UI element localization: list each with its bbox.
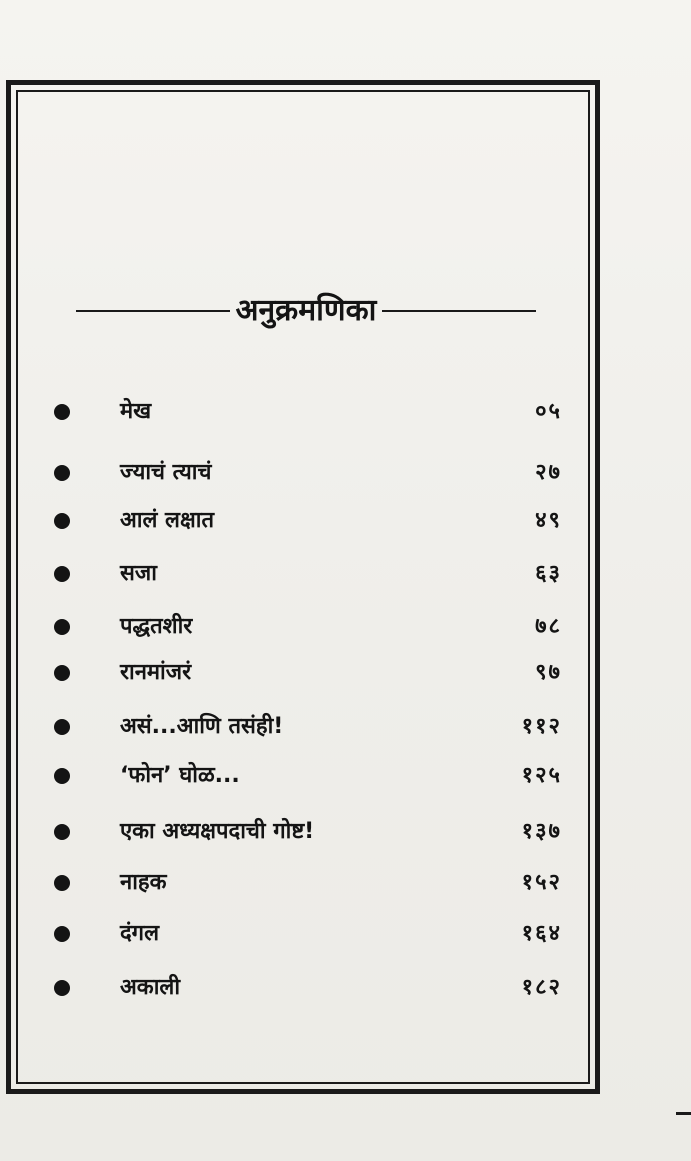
toc-entry-page: १२५ xyxy=(521,763,562,788)
toc-entry-title: ज्याचं त्याचं xyxy=(120,460,212,485)
toc-entry-title: असं...आणि तसंही! xyxy=(120,714,284,739)
toc-entry-title: पद्धतशीर xyxy=(120,614,193,639)
toc-entry xyxy=(52,916,562,956)
toc-entry xyxy=(52,609,562,649)
toc-entry xyxy=(52,970,562,1010)
bullet-icon xyxy=(54,980,70,996)
toc-entry-title: नाहक xyxy=(120,870,167,895)
toc-entry-page: ११२ xyxy=(521,714,562,739)
bullet-icon xyxy=(54,926,70,942)
bullet-icon xyxy=(54,404,70,420)
toc-entry-page: १८२ xyxy=(521,975,562,1000)
toc-heading: अनुक्रमणिका xyxy=(235,293,377,328)
toc-heading-row xyxy=(76,286,536,336)
bullet-icon xyxy=(54,619,70,635)
toc-entry-page: १३७ xyxy=(521,819,562,844)
toc-entry-title: मेख xyxy=(120,399,152,424)
toc-entry-title: सजा xyxy=(120,561,157,586)
bullet-icon xyxy=(54,768,70,784)
toc-entry-title: ‘फोन’ घोळ... xyxy=(120,763,240,788)
toc-entry-page: ९७ xyxy=(535,660,562,685)
toc-entry-page: १६४ xyxy=(521,921,562,946)
toc-entry-page: १५२ xyxy=(521,870,562,895)
toc-entry-page: ७८ xyxy=(535,614,562,639)
toc-entry xyxy=(52,503,562,543)
bullet-icon xyxy=(54,665,70,681)
toc-entry-title: आलं लक्षात xyxy=(120,508,214,533)
toc-entry-page: ०५ xyxy=(535,399,562,424)
toc-entry-page: ४९ xyxy=(535,508,562,533)
bullet-icon xyxy=(54,566,70,582)
toc-entry-title: रानमांजरं xyxy=(120,660,192,685)
toc-entry-title: एका अध्यक्षपदाची गोष्ट! xyxy=(120,819,315,844)
toc-entry xyxy=(52,394,562,434)
toc-entry xyxy=(52,655,562,695)
bullet-icon xyxy=(54,824,70,840)
toc-entry xyxy=(52,865,562,905)
toc-entry-title: दंगल xyxy=(120,921,159,946)
toc-entry-page: ६३ xyxy=(535,561,562,586)
toc-entry xyxy=(52,709,562,749)
bullet-icon xyxy=(54,875,70,891)
toc-entry-title: अकाली xyxy=(120,975,181,1000)
toc-entry-page: २७ xyxy=(535,460,562,485)
bullet-icon xyxy=(54,513,70,529)
toc-entry xyxy=(52,758,562,798)
toc-entry xyxy=(52,556,562,596)
bullet-icon xyxy=(54,465,70,481)
heading-rule-right xyxy=(382,310,536,312)
page-edge-mark xyxy=(676,1112,691,1115)
heading-rule-left xyxy=(76,310,230,312)
toc-entry xyxy=(52,455,562,495)
bullet-icon xyxy=(54,719,70,735)
toc-entry xyxy=(52,814,562,854)
